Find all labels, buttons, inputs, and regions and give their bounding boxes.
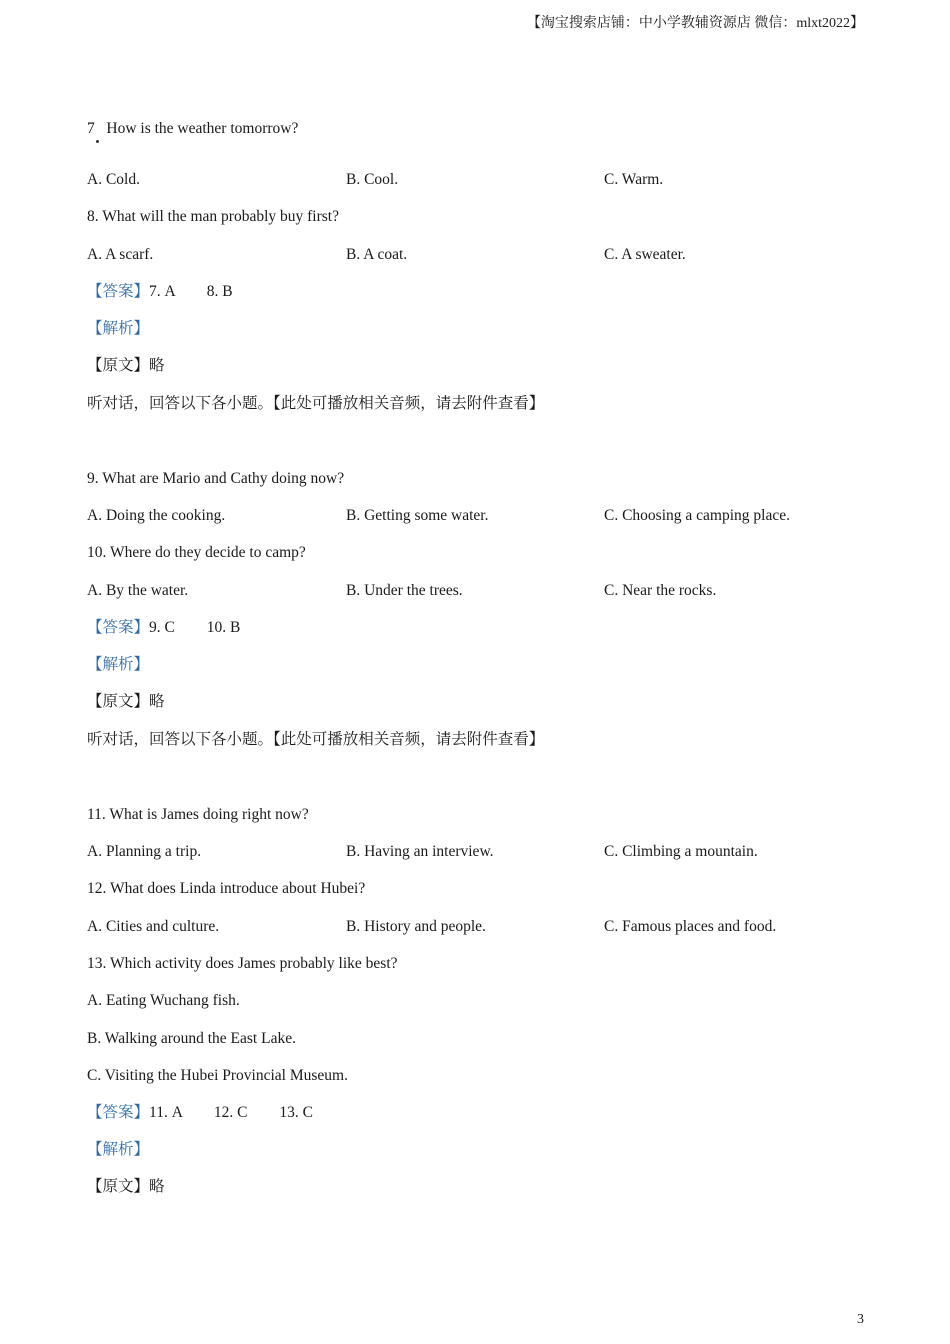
answer-line — [87, 282, 233, 302]
question-8 — [87, 207, 339, 227]
question-number: 9. — [87, 470, 99, 487]
option-b: B. Having an interview. — [346, 843, 494, 860]
option-a: A. Eating Wuchang fish. — [87, 992, 240, 1009]
option-b: B. Cool. — [346, 171, 399, 188]
original-label: 【原文】 — [87, 357, 150, 374]
page-number: 3 — [857, 1312, 864, 1327]
original-label: 【原文】 — [87, 1178, 150, 1195]
question-12 — [87, 879, 365, 899]
question-number: 12. — [87, 880, 107, 897]
question-text: What are Mario and Cathy doing now? — [102, 470, 345, 487]
option-b: B. Walking around the East Lake. — [87, 1030, 296, 1047]
answer-item: 8. B — [206, 283, 233, 300]
question-number: 7 — [87, 120, 95, 137]
instruction: 听对话，回答以下各小题。【此处可播放相关音频，请去附件查看】 — [87, 395, 545, 412]
question-11 — [87, 805, 309, 825]
question-text: What does Linda introduce about Hubei? — [109, 880, 366, 897]
question-number: 11. — [87, 806, 106, 823]
option-b: B. A coat. — [346, 246, 408, 263]
original-line — [87, 692, 165, 712]
original-line — [87, 356, 165, 376]
answer-line — [87, 1103, 313, 1123]
question-13 — [87, 954, 398, 974]
question-text: What will the man probably buy first? — [102, 208, 339, 225]
original-text: 略 — [149, 1178, 165, 1195]
list-dot — [96, 140, 99, 143]
option-a: A. A scarf. — [87, 246, 154, 263]
answer-label: 【答案】 — [87, 1104, 150, 1121]
answer-item: 11. A — [149, 1104, 183, 1121]
question-text: How is the weather tomorrow? — [106, 120, 299, 137]
option-c: C. Choosing a camping place. — [604, 507, 790, 524]
question-text: Which activity does James probably like best? — [109, 955, 398, 972]
original-text: 略 — [149, 693, 165, 710]
original-text: 略 — [149, 357, 165, 374]
answer-label: 【答案】 — [87, 283, 150, 300]
option-c: C. A sweater. — [604, 246, 686, 263]
option-c: C. Famous places and food. — [604, 918, 777, 935]
original-line — [87, 1177, 165, 1197]
answer-item: 9. C — [149, 619, 175, 636]
option-c: C. Climbing a mountain. — [604, 843, 758, 860]
analysis-label: 【解析】 — [87, 656, 150, 673]
original-label: 【原文】 — [87, 693, 150, 710]
option-c: C. Visiting the Hubei Provincial Museum. — [87, 1067, 348, 1084]
question-10 — [87, 543, 306, 563]
answer-item: 12. C — [213, 1104, 248, 1121]
analysis-label: 【解析】 — [87, 1141, 150, 1158]
question-text: Where do they decide to camp? — [109, 544, 306, 561]
option-c: C. Near the rocks. — [604, 582, 717, 599]
question-number: 10. — [87, 544, 107, 561]
option-b: B. Getting some water. — [346, 507, 489, 524]
answer-item: 7. A — [149, 283, 175, 300]
option-b: B. History and people. — [346, 918, 486, 935]
question-number: 13. — [87, 955, 107, 972]
question-number: 8. — [87, 208, 99, 225]
option-a: A. Cold. — [87, 171, 140, 188]
option-c: C. Warm. — [604, 171, 664, 188]
answer-item: 13. C — [279, 1104, 313, 1121]
option-a: A. By the water. — [87, 582, 189, 599]
question-9 — [87, 469, 344, 489]
analysis-label: 【解析】 — [87, 320, 150, 337]
instruction: 听对话，回答以下各小题。【此处可播放相关音频，请去附件查看】 — [87, 731, 545, 748]
question-text: What is James doing right now? — [109, 806, 309, 823]
answer-line — [87, 618, 240, 638]
option-a: A. Doing the cooking. — [87, 507, 226, 524]
page-header: 【淘宝搜索店铺：中小学教辅资源店 微信：mlxt2022】 — [526, 16, 864, 31]
option-a: A. Cities and culture. — [87, 918, 220, 935]
answer-label: 【答案】 — [87, 619, 150, 636]
option-a: A. Planning a trip. — [87, 843, 202, 860]
answer-item: 10. B — [206, 619, 241, 636]
question-7 — [87, 119, 298, 139]
option-b: B. Under the trees. — [346, 582, 463, 599]
